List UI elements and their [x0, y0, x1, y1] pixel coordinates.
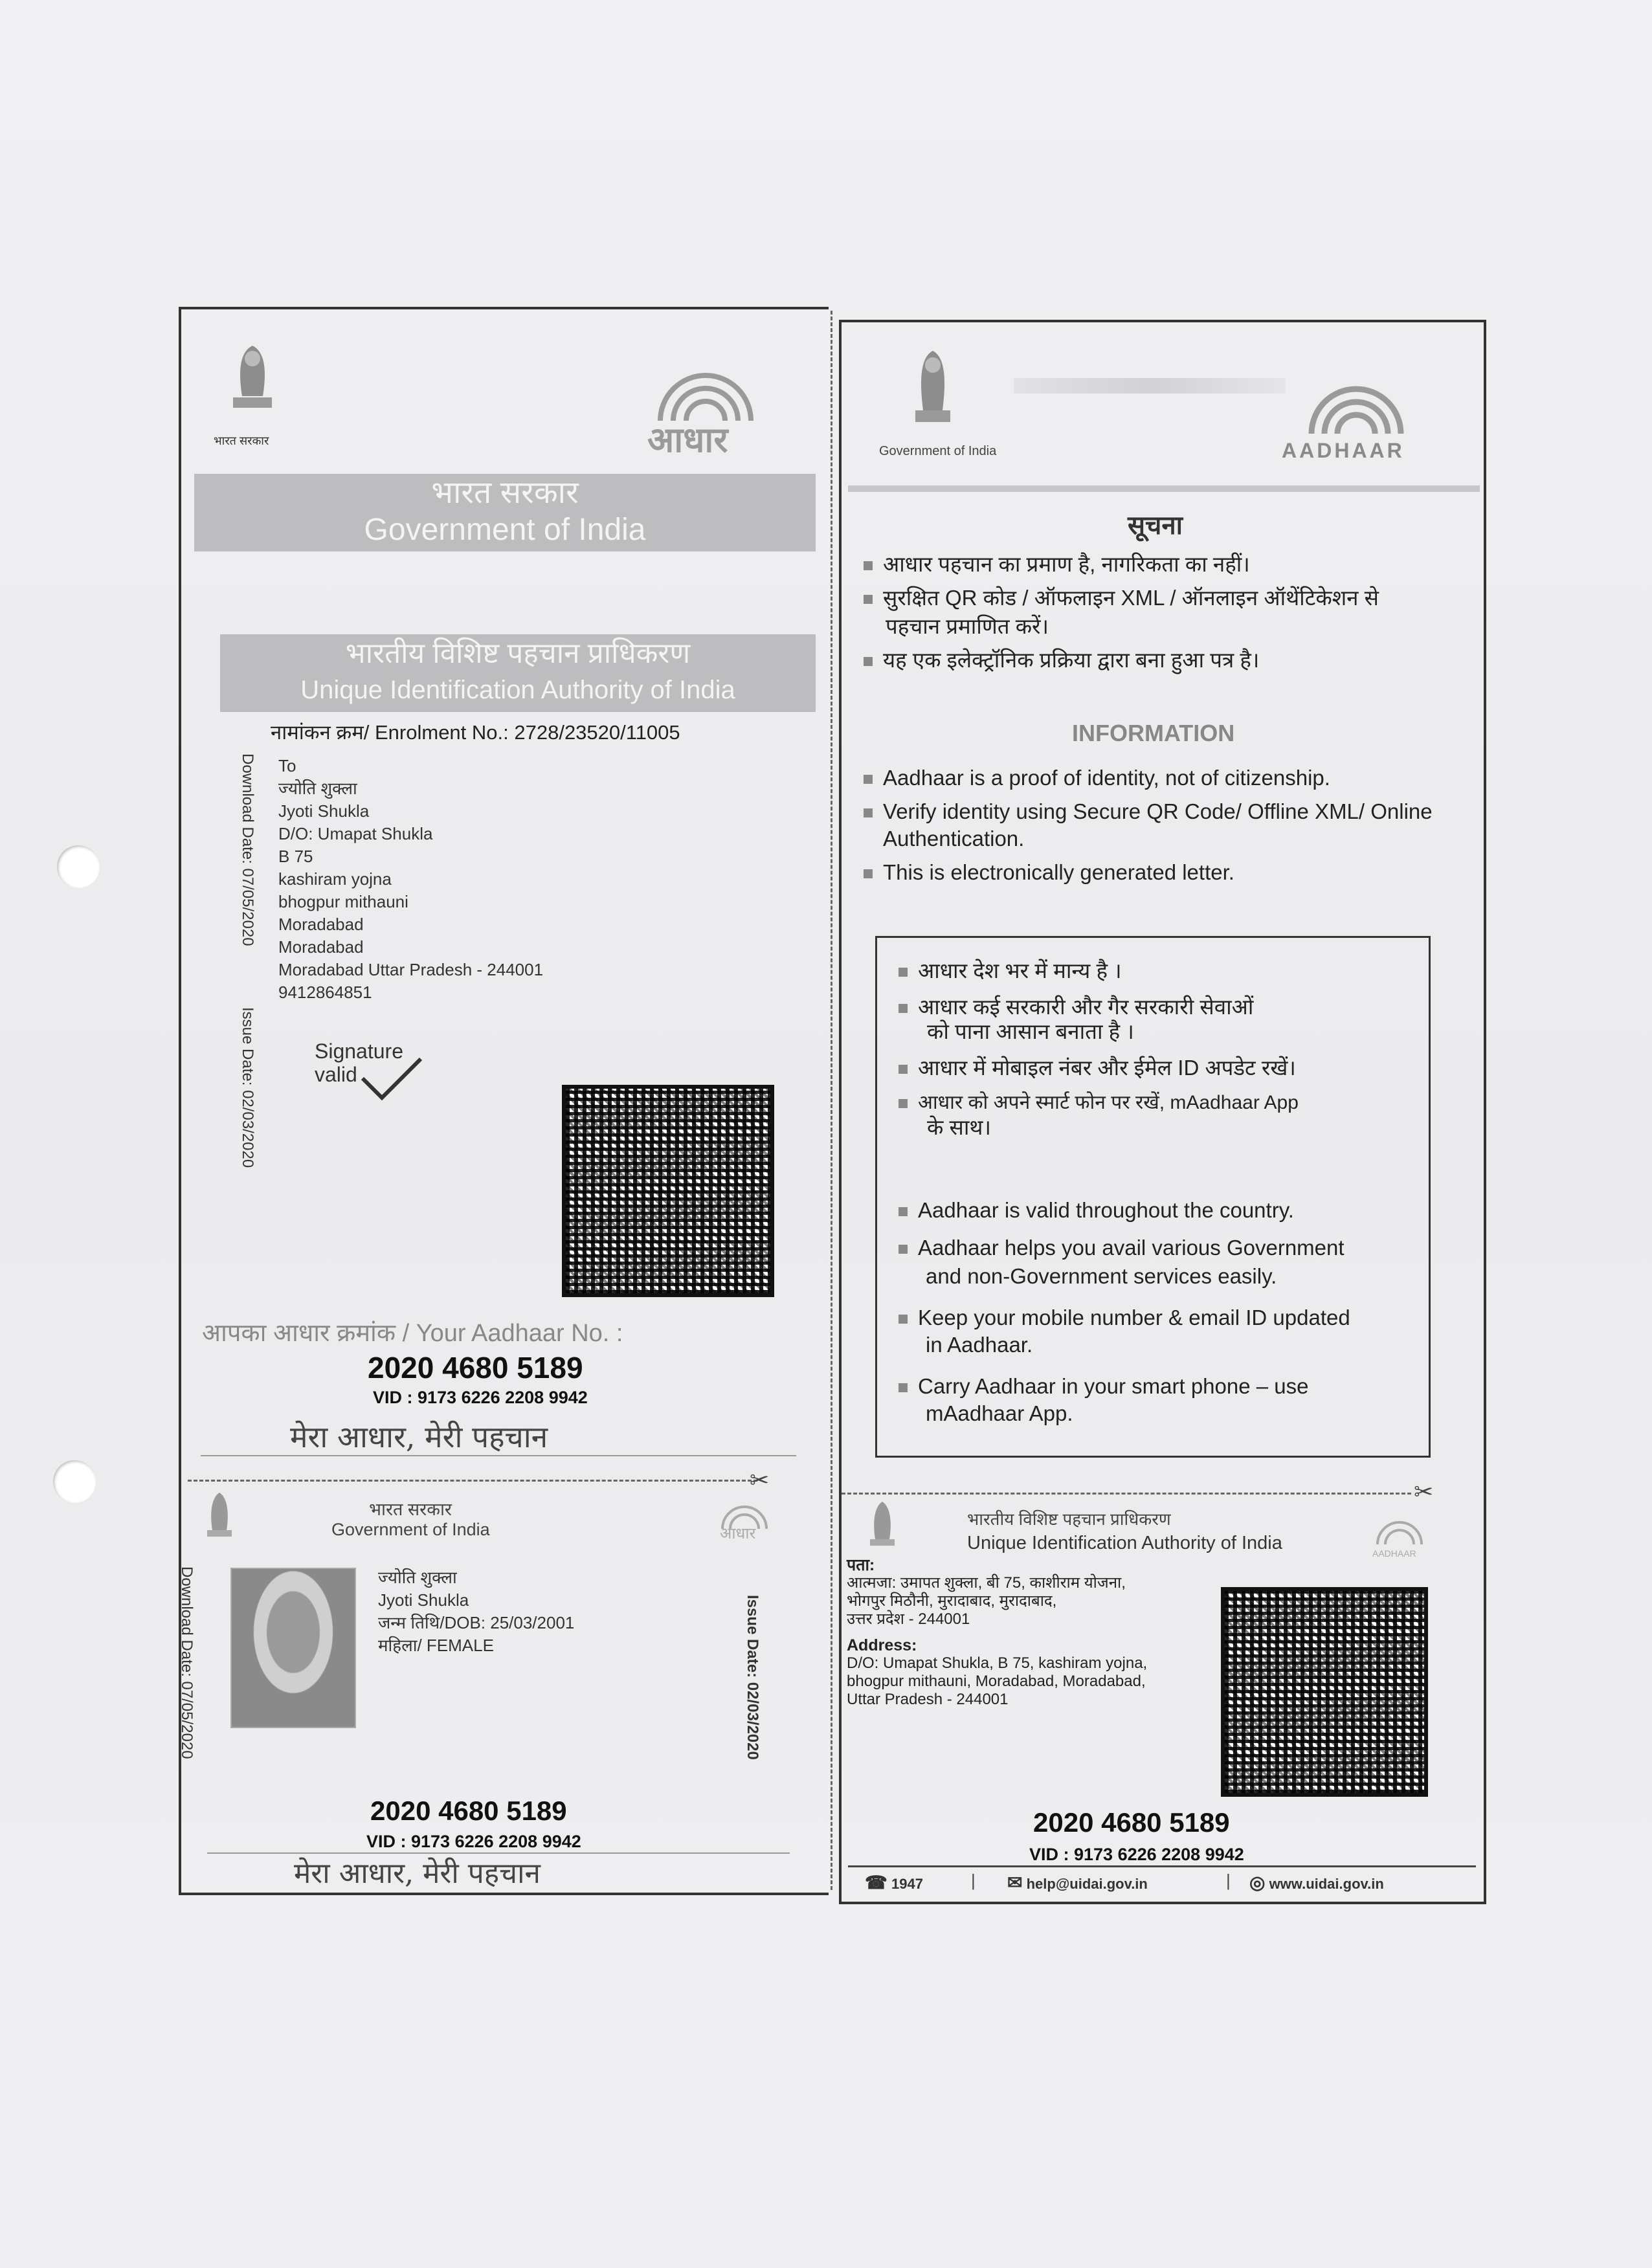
globe-icon: ◎ [1249, 1873, 1266, 1893]
address-line: Moradabad Uttar Pradesh - 244001 [278, 960, 544, 979]
suchna-heading: सूचना [1128, 511, 1183, 540]
emblem-icon [904, 346, 962, 436]
holder-photo [230, 1568, 356, 1728]
box-hindi-point: आधार देश भर में मान्य है । [899, 957, 1122, 985]
address-line: Moradabad [278, 915, 364, 934]
email-icon: ✉ [1007, 1873, 1023, 1893]
card-gov-english: Government of India [331, 1520, 490, 1539]
box-english-point-cont: and non-Government services easily. [926, 1264, 1277, 1288]
hindi-info-point: यह एक इलेक्ट्रॉनिक प्रक्रिया द्वारा बना हुआ पत्र है। [864, 646, 1259, 674]
holder-dob: जन्म तिथि/DOB: 25/03/2001 [378, 1613, 575, 1632]
card-back-aadhaar-number: 2020 4680 5189 [1033, 1807, 1230, 1838]
enrolment-number: नामांकन क्रम/ Enrolment No.: 2728/23520/11005 [271, 721, 680, 744]
box-english-point: Aadhaar helps you avail various Government [899, 1234, 1345, 1262]
address-line: Moradabad [278, 937, 364, 957]
box-english-point-cont: in Aadhaar. [926, 1333, 1033, 1357]
english-info-point: Verify identity using Secure QR Code/ Offline XML/ Online [864, 797, 1433, 826]
signature-label: Signature [315, 1040, 403, 1063]
aadhaar-logo-icon [1372, 1518, 1427, 1548]
divider [848, 1865, 1476, 1867]
card-slogan: मेरा आधार, मेरी पहचान [294, 1857, 541, 1890]
information-heading: INFORMATION [1072, 720, 1235, 746]
scissors-icon: ✂ [1414, 1478, 1434, 1505]
box-hindi-point-cont: के साथ। [927, 1115, 991, 1139]
hindi-info-point-cont: पहचान प्रमाणित करें। [886, 614, 1049, 638]
holder-gender: महिला/ FEMALE [378, 1636, 494, 1655]
pata-label: पता: [847, 1556, 875, 1574]
pata-line: भोगपुर मिठौनी, मुरादाबाद, मुरादाबाद, [847, 1592, 1057, 1610]
vid-number: VID : 9173 6226 2208 9942 [373, 1388, 588, 1407]
gov-hindi: भारत सरकार [431, 476, 579, 510]
signature-valid: valid [315, 1063, 357, 1086]
slogan: मेरा आधार, मेरी पहचान [290, 1419, 548, 1454]
address-line: ज्योति शुक्ला [278, 779, 357, 798]
address-line: bhogpur mithauni, Moradabad, Moradabad, [847, 1673, 1146, 1690]
address-line: Uttar Pradesh - 244001 [847, 1691, 1009, 1708]
box-english-point: Aadhaar is valid throughout the country. [899, 1196, 1294, 1225]
box-english-point-cont: mAadhaar App. [926, 1401, 1073, 1425]
cut-line-horizontal [188, 1480, 757, 1482]
hindi-info-point: आधार पहचान का प्रमाण है, नागरिकता का नहीं। [864, 550, 1250, 579]
card-vid-number: VID : 9173 6226 2208 9942 [366, 1832, 581, 1851]
uidai-banner [220, 634, 816, 712]
hindi-info-point: सुरक्षित QR कोड / ऑफलाइन XML / ऑनलाइन ऑथेंटिकेशन से [864, 584, 1379, 612]
right-gov-english: Government of India [879, 444, 997, 458]
address-line: kashiram yojna [278, 869, 392, 889]
your-aadhaar-label: आपका आधार क्रमांक / Your Aadhaar No. : [202, 1320, 623, 1347]
emblem-icon [861, 1498, 904, 1552]
punch-hole [57, 845, 100, 888]
box-english-point: Keep your mobile number & email ID updated [899, 1304, 1350, 1332]
header-rule [848, 485, 1480, 492]
checkmark-icon [356, 1052, 427, 1104]
address-line: D/O: Umapat Shukla [278, 824, 433, 843]
qr-code [562, 1085, 774, 1297]
address-line: B 75 [278, 847, 313, 866]
scissors-icon: ✂ [750, 1467, 770, 1493]
gov-banner [194, 474, 816, 551]
english-info-point-cont: Authentication. [883, 827, 1025, 850]
box-hindi-point: आधार में मोबाइल नंबर और ईमेल ID अपडेट रखें। [899, 1054, 1296, 1082]
emblem-caption: भारत सरकार [214, 434, 269, 447]
card-aadhaar-number: 2020 4680 5189 [370, 1796, 567, 1826]
card-address-block [847, 1556, 1170, 1709]
box-hindi-point: आधार को अपने स्मार्ट फोन पर रखें, mAadhaar App [899, 1089, 1299, 1117]
divider [201, 1455, 796, 1456]
footer-separator: | [971, 1871, 976, 1890]
holder-details [378, 1566, 574, 1657]
box-english-point: Carry Aadhaar in your smart phone – use [899, 1372, 1309, 1401]
footer-separator: | [1226, 1871, 1231, 1890]
recipient-address [278, 755, 543, 1004]
footer-email: ✉ help@uidai.gov.in [1007, 1873, 1148, 1893]
pata-line: उत्तर प्रदेश - 244001 [847, 1610, 970, 1628]
holder-name-english: Jyoti Shukla [378, 1590, 469, 1610]
footer-web: ◎ www.uidai.gov.in [1249, 1873, 1384, 1893]
english-info-point: Aadhaar is a proof of identity, not of citizenship. [864, 764, 1330, 792]
uidai-english: Unique Identification Authority of India [300, 676, 735, 704]
address-line: Jyoti Shukla [278, 801, 370, 821]
aadhaar-logo-text: आधार [720, 1525, 756, 1542]
aadhaar-logo-text: AADHAAR [1372, 1548, 1416, 1559]
aadhaar-logo-text: AADHAAR [1282, 439, 1405, 462]
card-download-date: Download Date: 07/05/2020 [178, 1566, 195, 1759]
card-uidai-english: Unique Identification Authority of India [967, 1533, 1282, 1553]
smudge [1014, 378, 1286, 394]
pata-line: आत्मजा: उमापत शुक्ला, बी 75, काशीराम योजना, [847, 1574, 1126, 1592]
footer-phone: ☎ 1947 [865, 1873, 923, 1893]
holder-name-hindi: ज्योति शुक्ला [378, 1568, 457, 1587]
qr-code [1221, 1587, 1428, 1797]
address-line: 9412864851 [278, 983, 372, 1002]
card-issue-date: Issue Date: 02/03/2020 [744, 1595, 761, 1760]
emblem-icon [220, 339, 285, 423]
card-back-vid: VID : 9173 6226 2208 9942 [1029, 1845, 1244, 1864]
download-date: Download Date: 07/05/2020 [239, 753, 256, 946]
box-hindi-point-cont: को पाना आसान बनाता है । [927, 1019, 1134, 1043]
card-gov-hindi: भारत सरकार [369, 1500, 452, 1519]
aadhaar-logo-icon [1301, 375, 1411, 440]
address-label: Address: [847, 1636, 917, 1654]
address-line: To [278, 756, 296, 775]
phone-icon: ☎ [865, 1873, 887, 1893]
cut-line-vertical [831, 311, 832, 1890]
address-line: D/O: Umapat Shukla, B 75, kashiram yojna, [847, 1654, 1148, 1672]
aadhaar-logo-text: आधार [647, 421, 728, 460]
punch-hole [53, 1460, 96, 1503]
gov-english: Government of India [364, 513, 646, 547]
english-info-point: This is electronically generated letter. [864, 858, 1234, 887]
address-line: bhogpur mithauni [278, 892, 408, 911]
uidai-hindi: भारतीय विशिष्ट पहचान प्राधिकरण [345, 638, 691, 669]
box-hindi-point: आधार कई सरकारी और गैर सरकारी सेवाओं [899, 993, 1253, 1021]
cut-line-horizontal [842, 1493, 1411, 1495]
emblem-icon [198, 1489, 241, 1540]
card-uidai-hindi: भारतीय विशिष्ट पहचान प्राधिकरण [967, 1509, 1171, 1529]
aadhaar-number: 2020 4680 5189 [368, 1351, 583, 1384]
issue-date: Issue Date: 02/03/2020 [239, 1007, 256, 1168]
